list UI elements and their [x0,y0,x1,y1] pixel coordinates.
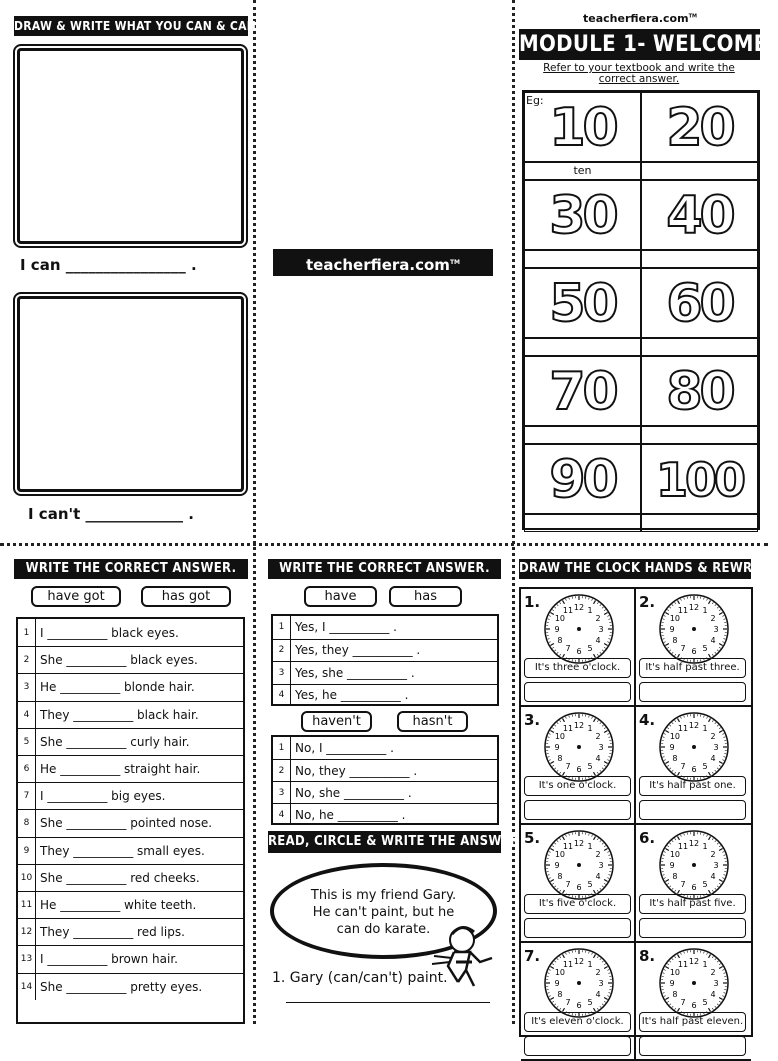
svg-text:9: 9 [669,625,674,634]
number-word-field[interactable]: ten [524,162,641,180]
svg-text:6: 6 [691,765,696,774]
option-havent: haven't [301,711,372,732]
question-text: 1. Gary (can/can't) paint. [272,970,448,986]
outlined-number: 20 [642,98,757,158]
table-row [18,809,243,836]
number-word-field[interactable] [524,250,641,268]
row-number: 4 [273,685,291,707]
svg-text:10: 10 [670,614,680,623]
row-number: 3 [18,674,36,700]
row-number: 4 [273,804,291,825]
clock-number: 3. [524,711,540,729]
time-label: It's half past eleven. [639,1012,746,1032]
svg-text:9: 9 [669,743,674,752]
svg-text:11: 11 [678,606,688,615]
svg-text:3: 3 [713,625,718,634]
row-number: 11 [18,892,36,918]
clock-item [636,589,751,707]
number-word-field[interactable] [641,162,758,180]
draw-panel-header: DRAW & WRITE WHAT YOU CAN & CAN'T DO. [14,16,248,36]
option-has: has [389,586,462,607]
time-label: It's one o'clock. [524,776,631,796]
svg-text:2: 2 [596,968,601,977]
svg-text:6: 6 [691,1001,696,1010]
row-sentence[interactable]: He __________ white teeth. [40,892,239,918]
row-sentence[interactable]: No, he __________ . [295,804,493,825]
svg-text:4: 4 [711,872,716,881]
clock-number: 7. [524,947,540,965]
svg-text:9: 9 [554,861,559,870]
row-sentence[interactable]: She __________ black eyes. [40,647,239,673]
rewrite-answer-box[interactable] [639,1036,746,1056]
svg-text:11: 11 [563,606,573,615]
svg-text:6: 6 [576,647,581,656]
svg-text:3: 3 [713,861,718,870]
rewrite-answer-box[interactable] [639,918,746,938]
cover-brand-text: teacherfiera.com [306,256,450,274]
table-row [18,619,243,646]
svg-text:10: 10 [670,968,680,977]
svg-text:5: 5 [702,880,707,889]
svg-text:4: 4 [711,990,716,999]
row-number: 4 [18,702,36,728]
row-number: 6 [18,756,36,782]
time-label: It's five o'clock. [524,894,631,914]
outlined-number: 80 [642,362,757,422]
outlined-number: 60 [642,274,757,334]
row-sentence[interactable]: They __________ black hair. [40,702,239,728]
table-row [18,728,243,755]
svg-text:7: 7 [565,644,570,653]
row-sentence[interactable]: Yes, he __________ . [295,685,493,707]
row-number: 1 [273,616,291,639]
svg-text:7: 7 [565,998,570,1007]
number-cell [524,180,641,250]
svg-text:4: 4 [596,636,601,645]
clock-face-icon[interactable] [656,709,732,785]
svg-text:1: 1 [587,960,592,969]
table-row [273,661,497,684]
cover-brand-banner [273,249,493,276]
svg-text:9: 9 [554,979,559,988]
svg-text:5: 5 [587,880,592,889]
svg-text:3: 3 [598,979,603,988]
number-cell [641,268,758,338]
svg-text:8: 8 [557,872,562,881]
row-number: 7 [18,783,36,809]
table-row [18,701,243,728]
clock-face-icon[interactable] [541,945,617,1021]
svg-text:5: 5 [587,998,592,1007]
got-panel-header: WRITE THE CORRECT ANSWER. [14,559,248,579]
module-instruction: Refer to your textbook and write the correct answer. [524,63,754,85]
clock-panel-header: DRAW THE CLOCK HANDS & REWRITE. [519,559,751,579]
option-has-got: has got [141,586,231,607]
svg-text:5: 5 [702,998,707,1007]
row-sentence[interactable]: I __________ brown hair. [40,946,239,972]
rewrite-answer-box[interactable] [639,800,746,820]
eg-label: Eg: [526,94,544,107]
svg-text:1: 1 [702,960,707,969]
svg-text:8: 8 [672,754,677,763]
row-sentence[interactable]: They __________ red lips. [40,919,239,945]
svg-text:7: 7 [680,644,685,653]
svg-text:2: 2 [711,850,716,859]
svg-text:1: 1 [702,606,707,615]
svg-text:12: 12 [574,721,584,730]
row-sentence[interactable]: No, she __________ . [295,782,493,803]
table-row [273,803,497,825]
row-sentence[interactable]: Yes, I __________ . [295,616,493,639]
table-row [18,864,243,891]
clock-item [521,943,636,1061]
table-row [273,616,497,639]
svg-text:1: 1 [587,842,592,851]
passage-text: This is my friend Gary. He can't paint, but he can do karate. [311,888,456,937]
row-number: 3 [273,662,291,684]
got-answer-table [16,617,245,1024]
row-sentence[interactable]: He __________ blonde hair. [40,674,239,700]
row-sentence[interactable]: Yes, she __________ . [295,662,493,684]
svg-text:6: 6 [691,883,696,892]
row-sentence[interactable]: She __________ red cheeks. [40,865,239,891]
number-word-field[interactable] [641,250,758,268]
svg-text:8: 8 [557,990,562,999]
svg-text:12: 12 [689,957,699,966]
svg-text:12: 12 [689,721,699,730]
clock-item [636,943,751,1061]
svg-text:1: 1 [587,606,592,615]
number-grid [522,90,760,530]
row-sentence[interactable]: No, they __________ . [295,760,493,781]
number-cell [641,356,758,426]
svg-text:1: 1 [702,724,707,733]
time-label: It's half past five. [639,894,746,914]
clock-face-icon[interactable] [541,827,617,903]
outlined-number: 90 [525,450,640,510]
row-sentence[interactable]: He __________ straight hair. [40,756,239,782]
svg-text:2: 2 [711,732,716,741]
svg-text:7: 7 [680,998,685,1007]
table-row [18,918,243,945]
svg-text:1: 1 [587,724,592,733]
row-number: 2 [18,647,36,673]
row-sentence[interactable]: Yes, they __________ . [295,640,493,662]
outlined-number: 50 [525,274,640,334]
svg-text:9: 9 [669,861,674,870]
row-number: 9 [18,838,36,864]
number-cell [524,356,641,426]
svg-text:5: 5 [702,762,707,771]
clock-number: 8. [639,947,655,965]
svg-text:4: 4 [596,872,601,881]
svg-text:5: 5 [587,644,592,653]
svg-text:10: 10 [555,614,565,623]
outlined-number: 30 [525,186,640,246]
svg-text:9: 9 [669,979,674,988]
outlined-number: 40 [642,186,757,246]
clock-number: 1. [524,593,540,611]
table-row [273,759,497,781]
svg-text:7: 7 [680,762,685,771]
svg-text:12: 12 [689,839,699,848]
svg-text:6: 6 [691,647,696,656]
table-row [273,684,497,707]
row-number: 10 [18,865,36,891]
svg-text:7: 7 [565,880,570,889]
table-row [18,755,243,782]
svg-text:2: 2 [596,614,601,623]
option-have: have [304,586,377,607]
row-sentence[interactable]: I __________ black eyes. [40,619,239,646]
number-word-field[interactable] [524,426,641,444]
clock-number: 5. [524,829,540,847]
row-sentence[interactable]: No, I __________ . [295,737,493,759]
row-sentence[interactable]: I __________ big eyes. [40,783,239,809]
svg-text:1: 1 [702,842,707,851]
svg-text:6: 6 [576,1001,581,1010]
row-number: 14 [18,974,36,1000]
svg-text:10: 10 [555,732,565,741]
row-number: 8 [18,810,36,836]
svg-text:3: 3 [713,979,718,988]
module-brand-tm: TM [689,13,697,19]
svg-text:12: 12 [689,603,699,612]
clock-number: 6. [639,829,655,847]
row-sentence[interactable]: She __________ pretty eyes. [40,974,239,1000]
table-row [18,782,243,809]
svg-text:10: 10 [555,968,565,977]
clock-item [521,707,636,825]
row-number: 1 [273,737,291,759]
svg-text:8: 8 [557,754,562,763]
fold-line-right [512,0,515,1024]
table-row [273,781,497,803]
fold-line-left [253,0,256,1024]
clock-number: 4. [639,711,655,729]
svg-text:10: 10 [670,732,680,741]
svg-text:8: 8 [672,872,677,881]
number-word-field[interactable] [641,426,758,444]
table-row [18,891,243,918]
cover-brand-tm: TM [450,259,460,266]
svg-text:5: 5 [587,762,592,771]
svg-text:3: 3 [598,625,603,634]
module-brand-text: teacherfiera.com [583,12,689,25]
clock-face-icon[interactable] [656,591,732,667]
row-number: 13 [18,946,36,972]
no-answer-table [271,735,499,825]
yes-answer-table [271,614,499,706]
number-cell [641,92,758,162]
row-sentence[interactable]: She __________ pointed nose. [40,810,239,836]
svg-text:11: 11 [563,842,573,851]
module-title: MODULE 1- WELCOME! [519,29,760,60]
row-number: 1 [18,619,36,646]
row-number: 2 [273,760,291,781]
clock-grid [519,587,753,1037]
fold-line-middle [0,543,768,546]
time-label: It's three o'clock. [524,658,631,678]
number-cell [641,444,758,514]
row-number: 5 [18,729,36,755]
outlined-number: 100 [642,450,757,510]
svg-text:5: 5 [702,644,707,653]
svg-text:12: 12 [574,957,584,966]
svg-text:10: 10 [555,850,565,859]
row-number: 2 [273,640,291,662]
can-drawing-box[interactable] [17,48,244,244]
number-cell [524,268,641,338]
cant-caption: I can't _____________ . [28,505,194,523]
svg-text:3: 3 [598,743,603,752]
rewrite-answer-box[interactable] [639,682,746,702]
clock-item [521,589,636,707]
clock-face-icon[interactable] [541,591,617,667]
clock-item [636,707,751,825]
table-row [18,673,243,700]
row-sentence[interactable]: She __________ curly hair. [40,729,239,755]
have-panel-header: WRITE THE CORRECT ANSWER. [268,559,501,579]
svg-text:7: 7 [565,762,570,771]
clock-face-icon[interactable] [656,827,732,903]
cant-drawing-box[interactable] [17,296,244,492]
svg-text:2: 2 [711,614,716,623]
svg-text:3: 3 [598,861,603,870]
number-word-field[interactable] [641,514,758,532]
svg-text:3: 3 [713,743,718,752]
module-brand [520,12,760,25]
svg-text:2: 2 [596,850,601,859]
row-number: 12 [18,919,36,945]
time-label: It's eleven o'clock. [524,1012,631,1032]
table-row [18,646,243,673]
table-row [18,973,243,1000]
clock-item [636,825,751,943]
rewrite-answer-box[interactable] [524,682,631,702]
clock-face-icon[interactable] [656,945,732,1021]
number-word-field[interactable] [524,338,641,356]
clock-face-icon[interactable] [541,709,617,785]
svg-text:4: 4 [711,636,716,645]
svg-text:11: 11 [678,842,688,851]
svg-text:2: 2 [711,968,716,977]
number-cell [641,180,758,250]
outlined-number: 10 [525,98,640,158]
svg-text:11: 11 [563,960,573,969]
outlined-number: 70 [525,362,640,422]
rewrite-answer-box[interactable] [524,1036,631,1056]
row-sentence[interactable]: They __________ small eyes. [40,838,239,864]
read-header: READ, CIRCLE & WRITE THE ANSWER. [268,831,501,853]
number-word-field[interactable] [524,514,641,532]
option-have-got: have got [31,586,121,607]
rewrite-answer-box[interactable] [524,918,631,938]
svg-text:12: 12 [574,603,584,612]
svg-text:11: 11 [563,724,573,733]
time-label: It's half past one. [639,776,746,796]
row-number: 3 [273,782,291,803]
svg-text:2: 2 [596,732,601,741]
svg-text:9: 9 [554,743,559,752]
svg-text:7: 7 [680,880,685,889]
svg-text:8: 8 [672,990,677,999]
svg-text:8: 8 [557,636,562,645]
number-cell [524,444,641,514]
clock-item [521,825,636,943]
can-caption: I can ________________ . [20,256,197,274]
svg-text:9: 9 [554,625,559,634]
answer-line[interactable] [286,1002,490,1003]
svg-text:4: 4 [596,990,601,999]
svg-text:4: 4 [711,754,716,763]
svg-text:6: 6 [576,765,581,774]
table-row [273,737,497,759]
table-row [18,837,243,864]
svg-text:8: 8 [672,636,677,645]
option-hasnt: hasn't [397,711,468,732]
number-word-field[interactable] [641,338,758,356]
svg-text:12: 12 [574,839,584,848]
svg-text:11: 11 [678,960,688,969]
rewrite-answer-box[interactable] [524,800,631,820]
table-row [273,639,497,662]
time-label: It's half past three. [639,658,746,678]
svg-text:4: 4 [596,754,601,763]
svg-text:11: 11 [678,724,688,733]
svg-text:6: 6 [576,883,581,892]
clock-number: 2. [639,593,655,611]
svg-text:10: 10 [670,850,680,859]
table-row [18,945,243,972]
